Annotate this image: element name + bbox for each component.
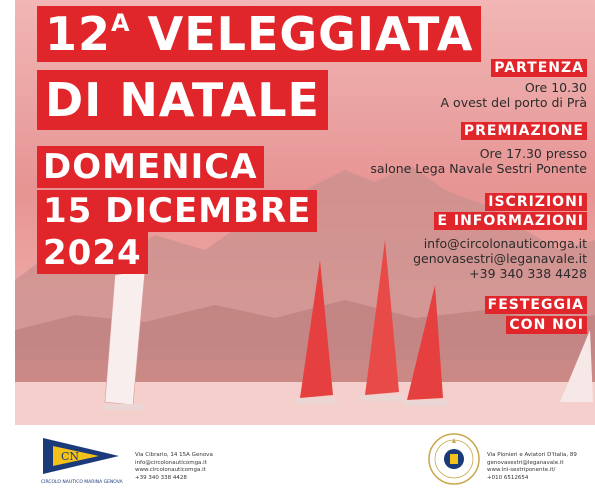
hull-1 xyxy=(295,398,337,404)
footer-left-info xyxy=(135,452,213,482)
premiazione-label: PREMIAZIONE xyxy=(461,122,587,140)
hull-left xyxy=(103,404,143,410)
email-circolo[interactable]: info@circolonauticomga.it xyxy=(423,236,587,251)
club-name: CIRCOLO NAUTICO MARINA GENOVA xyxy=(41,480,123,485)
festeggia-label: FESTEGGIA xyxy=(485,296,587,314)
con-noi-label: CON NOI xyxy=(506,316,587,334)
date-year: 2024 xyxy=(37,232,148,274)
title-line-2: DI NATALE xyxy=(37,70,328,130)
footer-left-email[interactable]: info@circolonauticomga.it xyxy=(135,459,207,466)
phone-number: +39 340 338 4428 xyxy=(469,266,587,281)
footer-right-website[interactable]: www.lni-sestriponente.it/ xyxy=(487,467,556,473)
premiazione-info xyxy=(370,146,587,176)
footer-right-phone: +010 6512654 xyxy=(487,474,529,481)
partenza-info xyxy=(441,80,587,110)
partenza-place: A ovest del porto di Prà xyxy=(440,95,587,110)
footer-left-address: Via Cibrario, 14 15A Genova xyxy=(135,452,213,458)
partenza-label: PARTENZA xyxy=(491,59,587,77)
title-word: VELEGGIATA xyxy=(147,7,474,61)
logo-letters: CN xyxy=(61,450,80,463)
footer-right-email[interactable]: genovasestri@leganavale.it xyxy=(487,459,564,466)
footer-right-address: Via Pionieri e Aviatori D'Italia, 89 xyxy=(487,452,577,458)
title-line-1 xyxy=(37,6,481,62)
edition-superscript: A xyxy=(111,9,131,37)
email-lega-navale[interactable]: genovasestri@leganavale.it xyxy=(413,251,587,266)
iscrizioni-info xyxy=(413,236,587,281)
circolo-nautico-logo xyxy=(41,436,121,484)
footer-right-info xyxy=(487,452,577,482)
poster xyxy=(15,0,595,425)
edition-number: 12 xyxy=(45,7,112,61)
partenza-time: Ore 10.30 xyxy=(524,80,587,95)
footer-left-website[interactable]: www.circolonauticomga.it xyxy=(135,467,206,473)
informazioni-label: E INFORMAZIONI xyxy=(434,212,587,230)
date-weekday: DOMENICA xyxy=(37,146,264,188)
premiazione-time: Ore 17.30 presso xyxy=(479,146,587,161)
iscrizioni-label: ISCRIZIONI xyxy=(485,193,587,211)
lega-navale-emblem xyxy=(428,433,480,485)
date-day-month: 15 DICEMBRE xyxy=(37,190,317,232)
hull-3 xyxy=(403,400,447,406)
footer-left-phone: +39 340 338 4428 xyxy=(135,474,187,481)
premiazione-place: salone Lega Navale Sestri Ponente xyxy=(370,161,587,176)
hull-2 xyxy=(360,395,404,401)
